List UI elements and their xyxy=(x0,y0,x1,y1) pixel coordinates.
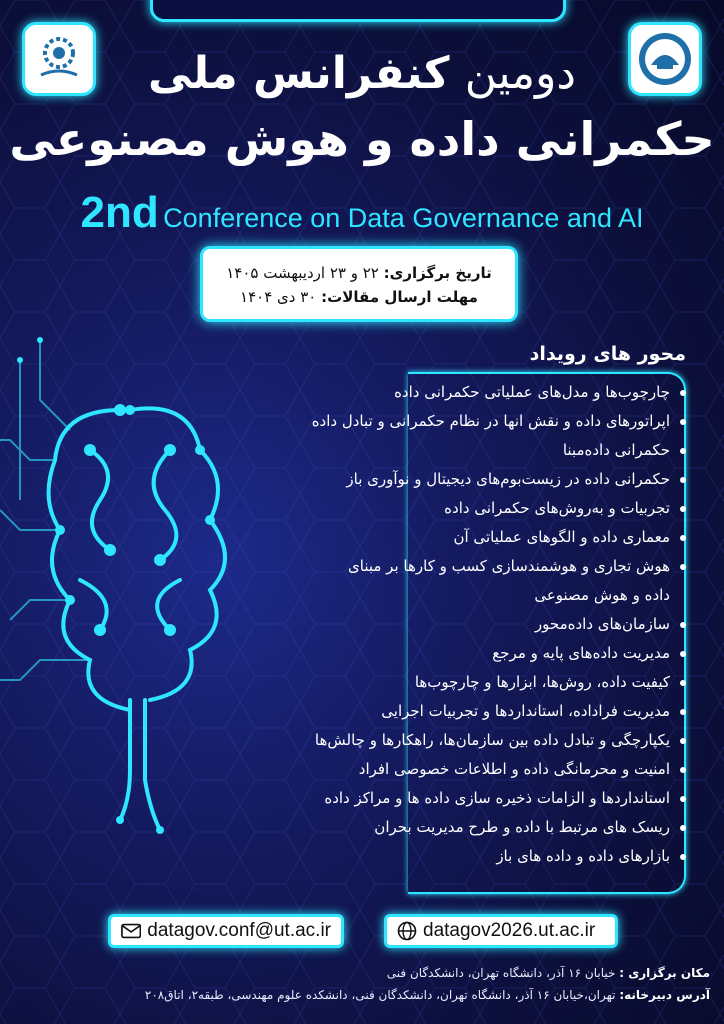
email-icon xyxy=(121,923,141,939)
event-axes-list xyxy=(226,378,686,871)
list-item-continuation: داده و هوش مصنوعی xyxy=(534,586,670,604)
bullet-dot xyxy=(680,622,686,628)
bullet-dot xyxy=(680,738,686,744)
list-item: حکمرانی داده‌مبنا xyxy=(226,436,686,465)
title-prefix: دومین xyxy=(464,48,576,99)
bullet-dot xyxy=(680,825,686,831)
bullet-dot xyxy=(680,535,686,541)
list-item: یکپارچگی و تبادل داده بین سازمان‌ها، راهکارها و چالش‌ها xyxy=(226,726,686,755)
bullet-dot xyxy=(680,419,686,425)
list-item: هوش تجاری و هوشمندسازی کسب و کارها بر مبنای xyxy=(226,552,686,581)
list-item: مدیریت داده‌های پایه و مرجع xyxy=(226,639,686,668)
secretariat-value: تهران،خیابان ۱۶ آذر، دانشگاه تهران، دانشکدگان فنی، دانشکده علوم مهندسی، طبقه۲، اتاق۲۰۸ xyxy=(144,988,616,1002)
website-contact[interactable] xyxy=(384,914,618,948)
top-frame-bar xyxy=(150,0,566,22)
website-url[interactable]: datagov2026.ut.ac.ir xyxy=(423,920,596,941)
bullet-dot xyxy=(680,796,686,802)
bullet-dot xyxy=(680,680,686,686)
list-item: بازارهای داده و داده های باز xyxy=(226,842,686,871)
secretariat-line xyxy=(145,988,710,1002)
deadline-label: مهلت ارسال مقالات: xyxy=(321,288,478,306)
list-item: ریسک های مرتبط با داده و طرح مدیریت بحران xyxy=(226,813,686,842)
english-title-text: Conference on Data Governance and AI xyxy=(163,203,644,233)
english-title-ordinal: 2nd xyxy=(80,188,159,237)
deadline-value: ۳۰ دی ۱۴۰۴ xyxy=(240,288,317,306)
list-item: معماری داده و الگوهای عملیاتی آن xyxy=(226,523,686,552)
list-item: سازمان‌های داده‌محور xyxy=(226,610,686,639)
event-date-value: ۲۲ و ۲۳ اردیبهشت ۱۴۰۵ xyxy=(226,264,379,282)
list-item: تجربیات و به‌روش‌های حکمرانی داده xyxy=(226,494,686,523)
event-date-label: تاریخ برگزاری: xyxy=(383,264,492,282)
globe-icon xyxy=(397,921,417,941)
bullet-dot xyxy=(680,390,686,396)
list-item: چارچوب‌ها و مدل‌های عملیاتی حکمرانی داده xyxy=(226,378,686,407)
title-main: کنفرانس ملی xyxy=(148,48,450,99)
list-item: استانداردها و الزامات ذخیره سازی داده ها و مراکز داده xyxy=(226,784,686,813)
bullet-dot xyxy=(680,506,686,512)
list-item: کیفیت داده، روش‌ها، ابزارها و چارچوب‌ها xyxy=(226,668,686,697)
email-contact[interactable] xyxy=(108,914,344,948)
bullet-dot xyxy=(680,448,686,454)
event-date-row xyxy=(203,261,515,285)
venue-line xyxy=(387,966,710,980)
bullet-dot xyxy=(680,564,686,570)
conference-title-line1 xyxy=(0,48,724,99)
event-axes-heading: محور های رویداد xyxy=(529,343,686,365)
bullet-dot xyxy=(680,651,686,657)
list-item: مدیریت فراداده، استانداردها و تجربیات اجرایی xyxy=(226,697,686,726)
bullet-dot xyxy=(680,767,686,773)
email-address[interactable]: datagov.conf@ut.ac.ir xyxy=(147,920,331,941)
english-title xyxy=(0,188,724,238)
list-item: اپراتورهای داده و نقش انها در نظام حکمرانی و تبادل داده xyxy=(226,407,686,436)
circuit-brain-illustration xyxy=(0,300,260,860)
conference-title-line2: حکمرانی داده و هوش مصنوعی xyxy=(9,112,715,166)
bullet-dot xyxy=(680,477,686,483)
list-item: امنیت و محرمانگی داده و اطلاعات خصوصی افراد xyxy=(226,755,686,784)
venue-value: خیابان ۱۶ آذر، دانشگاه تهران، دانشکدگان فنی xyxy=(386,966,616,980)
venue-label: مکان برگزاری : xyxy=(619,966,710,980)
bullet-dot xyxy=(680,709,686,715)
list-item: حکمرانی داده در زیست‌بوم‌های دیجیتال و نوآوری باز xyxy=(226,465,686,494)
secretariat-label: آدرس دبیرخانه: xyxy=(619,988,710,1002)
bullet-dot xyxy=(680,854,686,860)
